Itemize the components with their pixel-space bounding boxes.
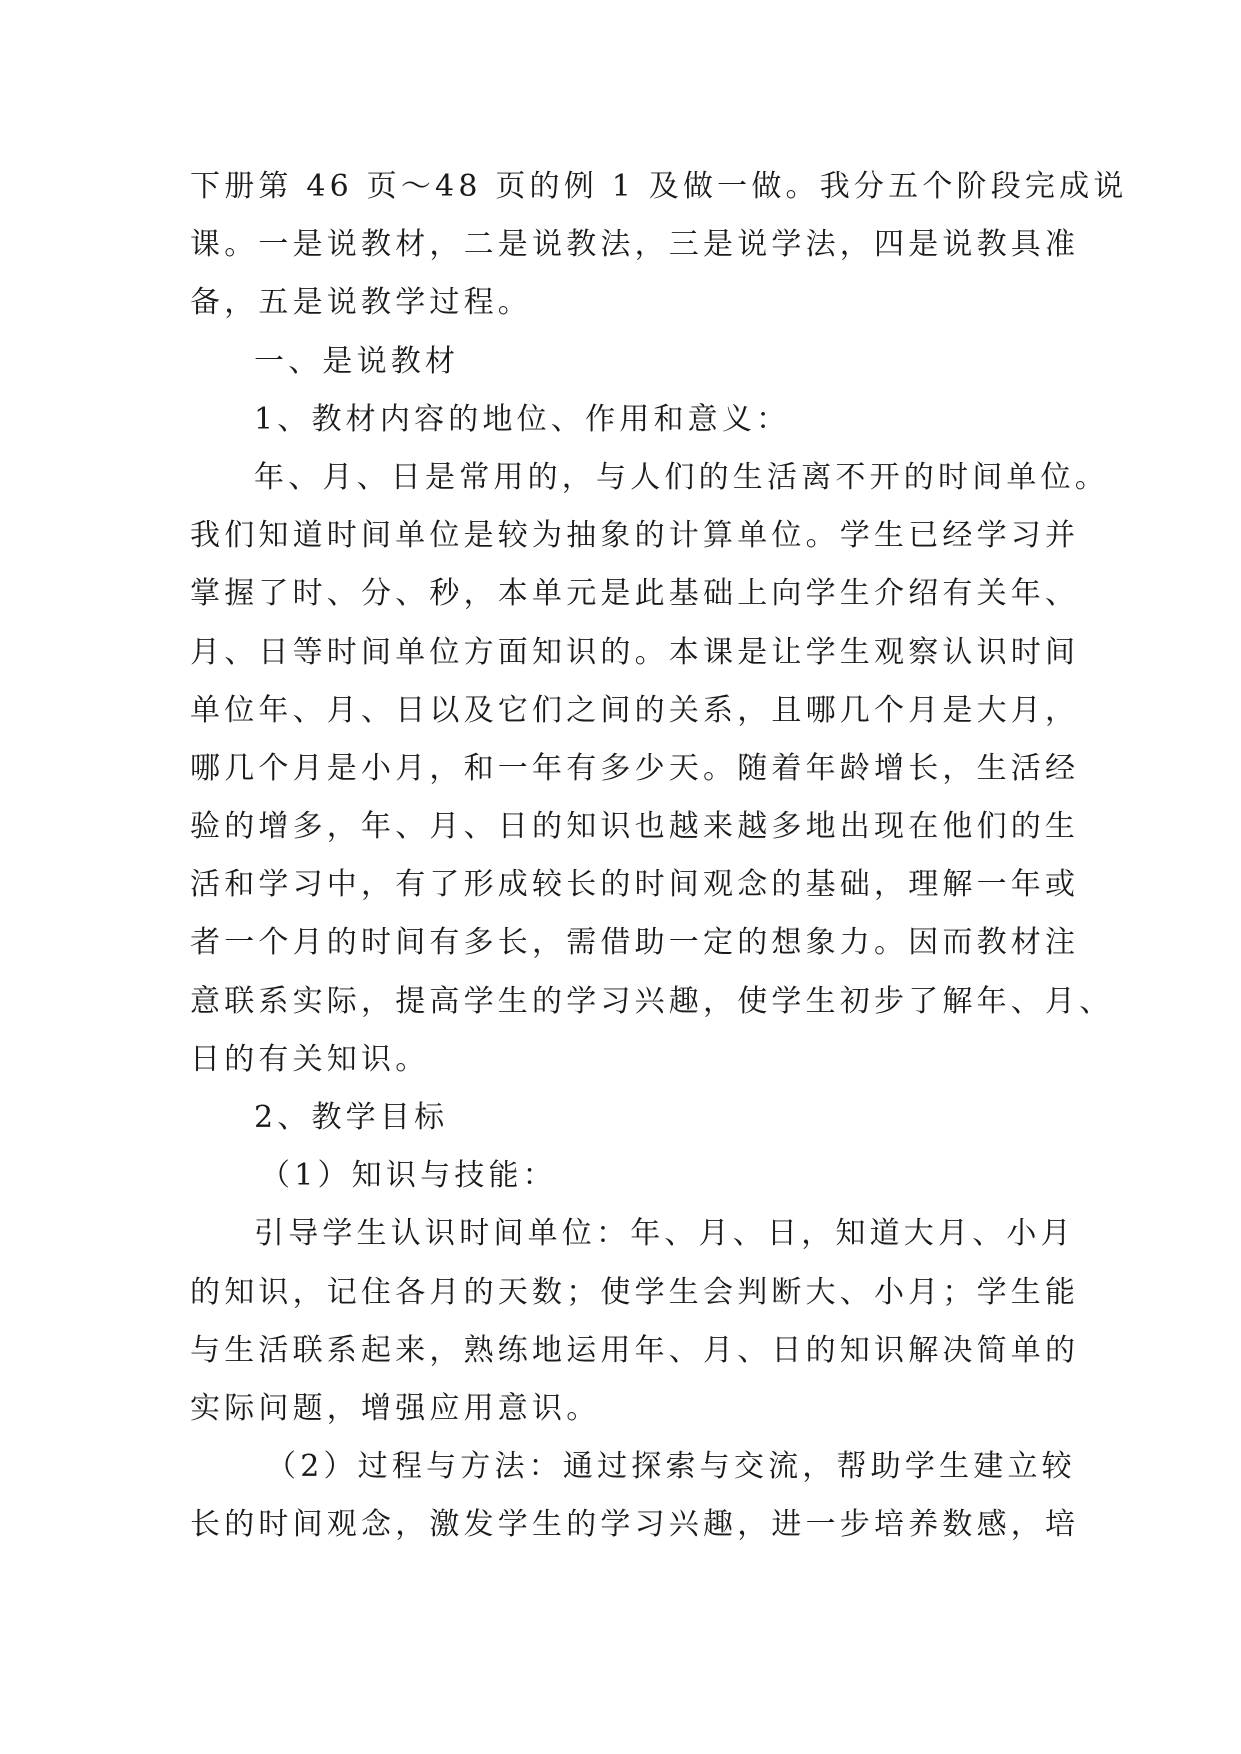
text-line-2: 课。一是说教材，二是说教法，三是说学法，四是说教具准 bbox=[190, 227, 1080, 263]
paragraph-knowledge-line-4: 实际问题，增强应用意识。 bbox=[190, 1390, 601, 1426]
paragraph-time-units-line-3: 掌握了时、分、秒，本单元是此基础上向学生介绍有关年、 bbox=[190, 576, 1080, 612]
paragraph-time-units-line-5: 单位年、月、日以及它们之间的关系，且哪几个月是大月， bbox=[190, 692, 1080, 728]
paragraph-knowledge-line-1: 引导学生认识时间单位：年、月、日，知道大月、小月 bbox=[254, 1216, 1075, 1252]
subheading-teaching-goals: 2、教学目标 bbox=[254, 1100, 449, 1135]
paragraph-knowledge-line-2: 的知识，记住各月的天数；使学生会判断大、小月；学生能 bbox=[190, 1274, 1080, 1310]
paragraph-time-units-line-1: 年、月、日是常用的，与人们的生活离不开的时间单位。 bbox=[254, 459, 1109, 495]
paragraph-knowledge-line-3: 与生活联系起来，熟练地运用年、月、日的知识解决简单的 bbox=[190, 1332, 1080, 1368]
paragraph-process-method-line-1: （2）过程与方法：通过探索与交流，帮助学生建立较 bbox=[266, 1449, 1076, 1485]
paragraph-time-units-line-4: 月、日等时间单位方面知识的。本课是让学生观察认识时间 bbox=[190, 634, 1080, 670]
subheading-knowledge-skills: （1）知识与技能： bbox=[260, 1158, 557, 1194]
section-heading-textbook: 一、是说教材 bbox=[254, 343, 460, 379]
paragraph-time-units-line-9: 者一个月的时间有多长，需借助一定的想象力。因而教材注 bbox=[190, 925, 1080, 961]
paragraph-time-units-line-2: 我们知道时间单位是较为抽象的计算单位。学生已经学习并 bbox=[190, 518, 1080, 554]
paragraph-time-units-line-10: 意联系实际，提高学生的学习兴趣，使学生初步了解年、月、 bbox=[190, 983, 1114, 1019]
body-text bbox=[190, 158, 1128, 1555]
paragraph-time-units-line-6: 哪几个月是小月，和一年有多少天。随着年龄增长，生活经 bbox=[190, 750, 1080, 786]
paragraph-time-units-line-8: 活和学习中，有了形成较长的时间观念的基础，理解一年或 bbox=[190, 867, 1080, 903]
subheading-content-role: 1、教材内容的地位、作用和意义： bbox=[254, 401, 791, 437]
paragraph-time-units-line-7: 验的增多，年、月、日的知识也越来越多地出现在他们的生 bbox=[190, 809, 1080, 845]
text-line-1: 下册第 46 页～48 页的例 1 及做一做。我分五个阶段完成说 bbox=[190, 169, 1128, 204]
paragraph-process-method-line-2: 长的时间观念，激发学生的学习兴趣，进一步培养数感，培 bbox=[190, 1507, 1080, 1543]
paragraph-time-units-line-11: 日的有关知识。 bbox=[190, 1041, 430, 1077]
text-line-3: 备，五是说教学过程。 bbox=[190, 285, 532, 321]
